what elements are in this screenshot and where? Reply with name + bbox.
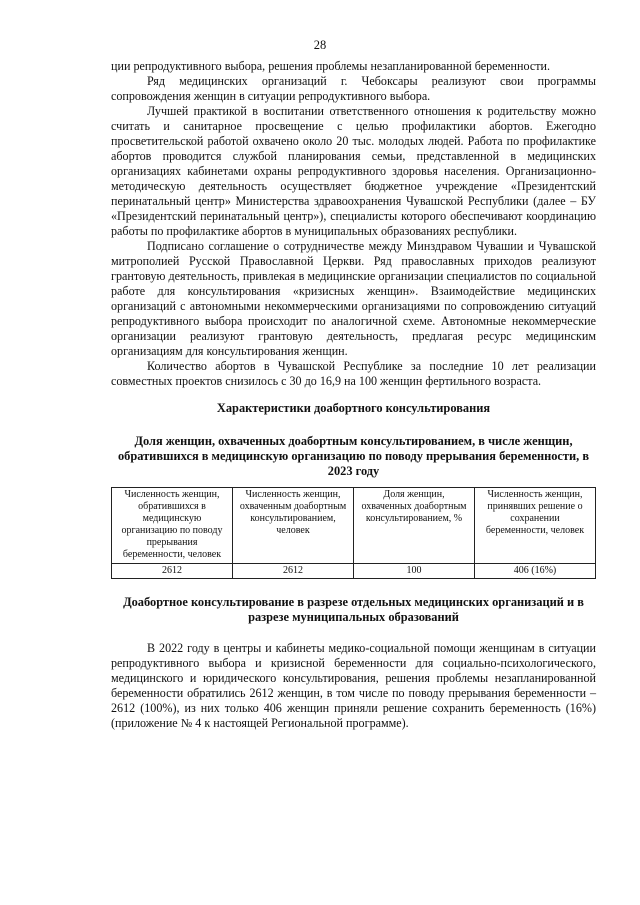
section-title-characteristics: Характеристики доабортного консультирования — [216, 401, 491, 415]
table-header-row — [112, 488, 596, 564]
paragraph-cheboksary-programs: Ряд медицинских организаций г. Чебоксары реализуют свои программы сопровождения женщин в ситуации репродуктивного выбора. — [111, 74, 596, 103]
header-applied-women: Численность женщин, обратившихся в медицинскую организацию по поводу прерывания беременности, человек — [112, 488, 233, 564]
header-kept-pregnancy: Численность женщин, принявших решение о сохранении беременности, человек — [475, 488, 596, 564]
document-body — [111, 59, 596, 731]
table-title: Доля женщин, охваченных доабортным консультированием, в числе женщин, обратившихся в медицинскую организацию по поводу прерывания беременности, в 2023 году — [117, 434, 590, 478]
cell-consulted-share: 100 — [354, 564, 475, 579]
paragraph-best-practice: Лучшей практикой в воспитании ответственного отношения к родительству можно считать и санитарное просвещение с целью профилактики абортов. Ежегодно просветительской работой охвачено около 20 тыс. молодых людей. Работа по профилактике абортов проводится службой планирования семьи, представленной в медицинских организациях кабинетами охраны репродуктивного здоровья населения. Организационно-методическую деятельность осуществляет бюджетное учреждение «Президентский перинатальный центр» Министерства здравоохранения Чувашской Республики (далее – БУ «Президентский перинатальный центр»), специалисты которого обеспечивают координацию работы по профилактике абортов в муниципальных образованиях республики. — [111, 104, 596, 238]
header-consulted-women: Численность женщин, охваченным доабортным консультированием, человек — [233, 488, 354, 564]
cell-applied-women: 2612 — [112, 564, 233, 579]
cell-kept-pregnancy: 406 (16%) — [475, 564, 596, 579]
consultation-table — [111, 487, 596, 579]
header-consulted-share: Доля женщин, охваченных доабортным консультированием, % — [354, 488, 475, 564]
section-title-municipal: Доабортное консультирование в разрезе отдельных медицинских организаций и в разрезе муниципальных образований — [123, 595, 584, 624]
paragraph-2022-statistics: В 2022 году в центры и кабинеты медико-социальной помощи женщинам в ситуации репродуктивного выбора и кризисной беременности для социально-психологического, медицинского и юридического консультирования, решения проблемы незапланированной беременности обратились 2612 женщин, в том числе по поводу прерывания беременности – 2612 (100%), из них только 406 женщин приняли решение сохранить беременность (16%) (приложение № 4 к настоящей Региональной программе). — [111, 641, 596, 730]
page-number: 28 — [313, 38, 327, 52]
paragraph-continuation: ции репродуктивного выбора, решения проблемы незапланированной беременности. — [111, 59, 550, 73]
paragraph-church-agreement: Подписано соглашение о сотрудничестве между Минздравом Чувашии и Чувашской митрополией Русской Православной Церкви. Ряд православных приходов реализуют грантовую деятельность, привлекая в медицинские организации специалистов по социальной работе для консультирования «кризисных женщин». Взаимодействие медицинских организаций с автономными некоммерческими организациями по сопровождению ситуаций репродуктивного выбора происходит по аналогичной схеме. Автономные некоммерческие организации реализуют грантовую деятельность, предлагая ресурс медицинским организациям для консультирования женщин. — [111, 239, 596, 358]
paragraph-abortion-statistics: Количество абортов в Чувашской Республике за последние 10 лет реализации совместных проектов снизилось с 30 до 16,9 на 100 женщин фертильного возраста. — [111, 359, 596, 388]
table-row — [112, 564, 596, 579]
cell-consulted-women: 2612 — [233, 564, 354, 579]
